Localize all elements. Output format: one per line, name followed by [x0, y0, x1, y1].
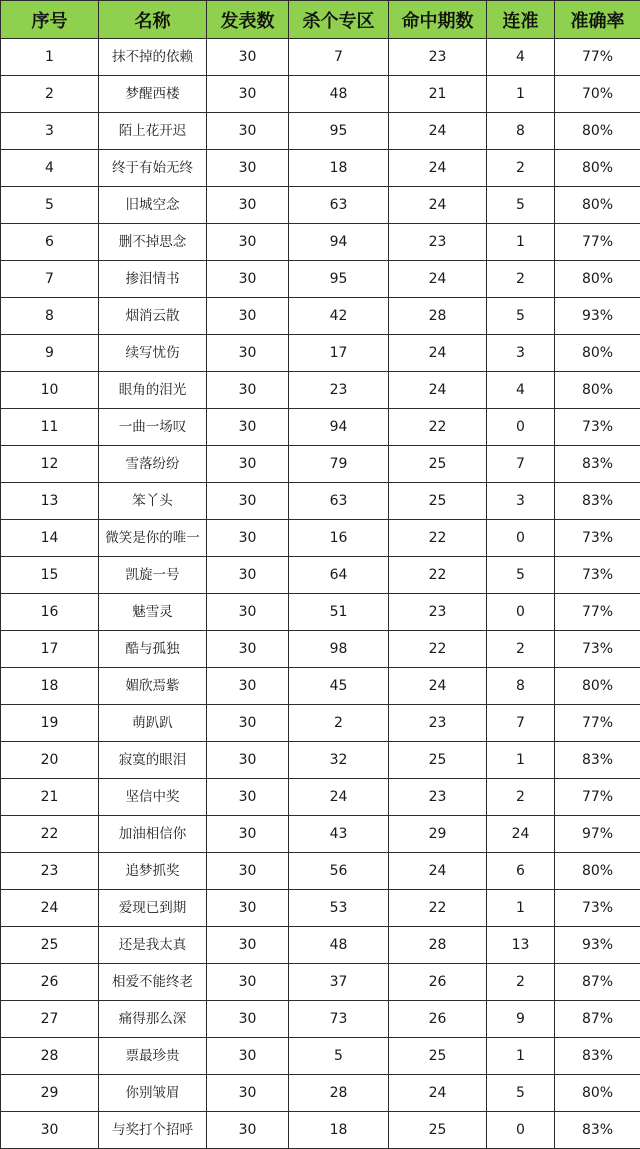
cell-name: 眼角的泪光 [99, 372, 207, 409]
cell-kill-zone: 42 [289, 298, 389, 335]
cell-streak: 8 [487, 668, 555, 705]
cell-accuracy: 77% [555, 224, 640, 261]
cell-accuracy: 77% [555, 39, 640, 76]
cell-streak: 9 [487, 1001, 555, 1038]
cell-accuracy: 83% [555, 1112, 640, 1149]
cell-name: 萌趴趴 [99, 705, 207, 742]
cell-streak: 13 [487, 927, 555, 964]
cell-streak: 6 [487, 853, 555, 890]
cell-posts: 30 [207, 261, 289, 298]
cell-kill-zone: 17 [289, 335, 389, 372]
cell-hits: 28 [389, 927, 487, 964]
cell-index: 29 [1, 1075, 99, 1112]
cell-streak: 0 [487, 594, 555, 631]
cell-kill-zone: 94 [289, 224, 389, 261]
table-row [1, 964, 640, 1001]
cell-hits: 21 [389, 76, 487, 113]
cell-accuracy: 80% [555, 668, 640, 705]
cell-name: 一曲一场叹 [99, 409, 207, 446]
cell-streak: 24 [487, 816, 555, 853]
cell-name: 抹不掉的依赖 [99, 39, 207, 76]
cell-streak: 4 [487, 372, 555, 409]
table-row [1, 298, 640, 335]
cell-hits: 28 [389, 298, 487, 335]
cell-posts: 30 [207, 224, 289, 261]
cell-index: 2 [1, 76, 99, 113]
cell-kill-zone: 98 [289, 631, 389, 668]
cell-accuracy: 73% [555, 631, 640, 668]
cell-kill-zone: 32 [289, 742, 389, 779]
cell-kill-zone: 64 [289, 557, 389, 594]
cell-kill-zone: 45 [289, 668, 389, 705]
cell-index: 10 [1, 372, 99, 409]
cell-kill-zone: 28 [289, 1075, 389, 1112]
cell-streak: 4 [487, 39, 555, 76]
cell-hits: 24 [389, 261, 487, 298]
cell-index: 30 [1, 1112, 99, 1149]
cell-kill-zone: 63 [289, 483, 389, 520]
cell-posts: 30 [207, 853, 289, 890]
table-row [1, 594, 640, 631]
cell-streak: 2 [487, 779, 555, 816]
cell-index: 26 [1, 964, 99, 1001]
table-row [1, 668, 640, 705]
cell-streak: 3 [487, 483, 555, 520]
cell-posts: 30 [207, 1038, 289, 1075]
cell-posts: 30 [207, 1001, 289, 1038]
cell-accuracy: 73% [555, 890, 640, 927]
cell-index: 15 [1, 557, 99, 594]
cell-streak: 1 [487, 76, 555, 113]
cell-streak: 1 [487, 1038, 555, 1075]
cell-posts: 30 [207, 150, 289, 187]
cell-hits: 24 [389, 1075, 487, 1112]
cell-kill-zone: 53 [289, 890, 389, 927]
cell-accuracy: 77% [555, 705, 640, 742]
cell-hits: 22 [389, 409, 487, 446]
table-row [1, 1001, 640, 1038]
cell-index: 18 [1, 668, 99, 705]
table-row [1, 557, 640, 594]
cell-streak: 0 [487, 520, 555, 557]
table-row [1, 742, 640, 779]
cell-posts: 30 [207, 483, 289, 520]
cell-index: 20 [1, 742, 99, 779]
table-row [1, 1112, 640, 1149]
cell-index: 1 [1, 39, 99, 76]
cell-accuracy: 80% [555, 261, 640, 298]
cell-name: 掺泪情书 [99, 261, 207, 298]
table-row [1, 483, 640, 520]
cell-name: 痛得那么深 [99, 1001, 207, 1038]
cell-name: 魅雪灵 [99, 594, 207, 631]
table-row [1, 150, 640, 187]
cell-hits: 26 [389, 964, 487, 1001]
cell-posts: 30 [207, 76, 289, 113]
cell-posts: 30 [207, 631, 289, 668]
table-row [1, 335, 640, 372]
cell-name: 还是我太真 [99, 927, 207, 964]
cell-index: 12 [1, 446, 99, 483]
header-kill-zone: 杀个专区 [289, 1, 389, 39]
cell-streak: 5 [487, 187, 555, 224]
cell-streak: 7 [487, 446, 555, 483]
cell-accuracy: 73% [555, 409, 640, 446]
header-accuracy: 准确率 [555, 1, 640, 39]
cell-hits: 24 [389, 150, 487, 187]
cell-name: 相爱不能终老 [99, 964, 207, 1001]
cell-posts: 30 [207, 557, 289, 594]
cell-kill-zone: 95 [289, 113, 389, 150]
cell-accuracy: 83% [555, 446, 640, 483]
table-row [1, 779, 640, 816]
cell-index: 27 [1, 1001, 99, 1038]
cell-kill-zone: 48 [289, 927, 389, 964]
cell-index: 19 [1, 705, 99, 742]
header-streak: 连准 [487, 1, 555, 39]
table-row [1, 853, 640, 890]
cell-kill-zone: 56 [289, 853, 389, 890]
cell-hits: 29 [389, 816, 487, 853]
header-index: 序号 [1, 1, 99, 39]
table-row [1, 224, 640, 261]
cell-streak: 2 [487, 261, 555, 298]
cell-hits: 25 [389, 483, 487, 520]
cell-index: 7 [1, 261, 99, 298]
cell-accuracy: 83% [555, 742, 640, 779]
cell-index: 11 [1, 409, 99, 446]
cell-posts: 30 [207, 1075, 289, 1112]
cell-kill-zone: 63 [289, 187, 389, 224]
cell-posts: 30 [207, 927, 289, 964]
cell-posts: 30 [207, 742, 289, 779]
table-row [1, 76, 640, 113]
cell-posts: 30 [207, 964, 289, 1001]
cell-accuracy: 83% [555, 483, 640, 520]
cell-index: 5 [1, 187, 99, 224]
cell-kill-zone: 2 [289, 705, 389, 742]
cell-name: 笨丫头 [99, 483, 207, 520]
table-row [1, 705, 640, 742]
cell-streak: 1 [487, 224, 555, 261]
cell-hits: 23 [389, 705, 487, 742]
cell-kill-zone: 24 [289, 779, 389, 816]
cell-streak: 5 [487, 557, 555, 594]
cell-index: 21 [1, 779, 99, 816]
cell-name: 终于有始无终 [99, 150, 207, 187]
cell-hits: 24 [389, 372, 487, 409]
cell-accuracy: 80% [555, 853, 640, 890]
cell-posts: 30 [207, 1112, 289, 1149]
cell-name: 烟消云散 [99, 298, 207, 335]
cell-posts: 30 [207, 298, 289, 335]
cell-name: 坚信中奖 [99, 779, 207, 816]
cell-name: 爱现已到期 [99, 890, 207, 927]
cell-kill-zone: 7 [289, 39, 389, 76]
cell-index: 9 [1, 335, 99, 372]
cell-index: 4 [1, 150, 99, 187]
cell-streak: 2 [487, 631, 555, 668]
table-row [1, 372, 640, 409]
cell-accuracy: 80% [555, 113, 640, 150]
cell-hits: 23 [389, 779, 487, 816]
cell-streak: 0 [487, 1112, 555, 1149]
cell-index: 28 [1, 1038, 99, 1075]
header-row [1, 1, 640, 39]
cell-accuracy: 80% [555, 187, 640, 224]
cell-posts: 30 [207, 409, 289, 446]
cell-hits: 24 [389, 668, 487, 705]
cell-kill-zone: 5 [289, 1038, 389, 1075]
cell-index: 6 [1, 224, 99, 261]
cell-hits: 24 [389, 187, 487, 224]
cell-kill-zone: 79 [289, 446, 389, 483]
cell-posts: 30 [207, 705, 289, 742]
cell-name: 与奖打个招呼 [99, 1112, 207, 1149]
cell-kill-zone: 16 [289, 520, 389, 557]
cell-kill-zone: 18 [289, 150, 389, 187]
cell-accuracy: 70% [555, 76, 640, 113]
cell-name: 续写忧伤 [99, 335, 207, 372]
cell-accuracy: 73% [555, 557, 640, 594]
cell-hits: 25 [389, 1112, 487, 1149]
cell-accuracy: 77% [555, 779, 640, 816]
cell-streak: 2 [487, 150, 555, 187]
cell-streak: 1 [487, 742, 555, 779]
cell-hits: 24 [389, 335, 487, 372]
cell-hits: 24 [389, 113, 487, 150]
cell-kill-zone: 48 [289, 76, 389, 113]
cell-name: 雪落纷纷 [99, 446, 207, 483]
cell-posts: 30 [207, 520, 289, 557]
table-row [1, 261, 640, 298]
cell-streak: 1 [487, 890, 555, 927]
cell-name: 微笑是你的唯一 [99, 520, 207, 557]
cell-name: 旧城空念 [99, 187, 207, 224]
cell-posts: 30 [207, 594, 289, 631]
cell-index: 16 [1, 594, 99, 631]
cell-index: 8 [1, 298, 99, 335]
cell-hits: 22 [389, 557, 487, 594]
cell-index: 25 [1, 927, 99, 964]
table-row [1, 39, 640, 76]
cell-index: 23 [1, 853, 99, 890]
cell-posts: 30 [207, 816, 289, 853]
cell-name: 你别皱眉 [99, 1075, 207, 1112]
cell-posts: 30 [207, 113, 289, 150]
cell-accuracy: 73% [555, 520, 640, 557]
cell-posts: 30 [207, 335, 289, 372]
cell-streak: 8 [487, 113, 555, 150]
cell-hits: 26 [389, 1001, 487, 1038]
cell-name: 陌上花开迟 [99, 113, 207, 150]
cell-hits: 22 [389, 631, 487, 668]
cell-accuracy: 97% [555, 816, 640, 853]
cell-index: 17 [1, 631, 99, 668]
table-body [1, 39, 640, 1149]
table-row [1, 520, 640, 557]
cell-streak: 7 [487, 705, 555, 742]
cell-accuracy: 87% [555, 1001, 640, 1038]
cell-accuracy: 93% [555, 927, 640, 964]
cell-name: 票最珍贵 [99, 1038, 207, 1075]
cell-kill-zone: 23 [289, 372, 389, 409]
cell-kill-zone: 95 [289, 261, 389, 298]
table-row [1, 1038, 640, 1075]
cell-hits: 24 [389, 853, 487, 890]
cell-hits: 23 [389, 224, 487, 261]
cell-posts: 30 [207, 446, 289, 483]
cell-accuracy: 80% [555, 150, 640, 187]
cell-accuracy: 80% [555, 1075, 640, 1112]
cell-streak: 5 [487, 1075, 555, 1112]
table-row [1, 113, 640, 150]
table-header [1, 1, 640, 39]
cell-accuracy: 80% [555, 335, 640, 372]
cell-name: 删不掉思念 [99, 224, 207, 261]
cell-hits: 25 [389, 446, 487, 483]
cell-name: 追梦抓奖 [99, 853, 207, 890]
cell-accuracy: 93% [555, 298, 640, 335]
cell-hits: 22 [389, 520, 487, 557]
cell-kill-zone: 73 [289, 1001, 389, 1038]
table-row [1, 187, 640, 224]
cell-posts: 30 [207, 890, 289, 927]
cell-streak: 3 [487, 335, 555, 372]
cell-kill-zone: 43 [289, 816, 389, 853]
cell-kill-zone: 18 [289, 1112, 389, 1149]
cell-kill-zone: 37 [289, 964, 389, 1001]
cell-accuracy: 80% [555, 372, 640, 409]
cell-kill-zone: 94 [289, 409, 389, 446]
cell-accuracy: 77% [555, 594, 640, 631]
table-row [1, 890, 640, 927]
table-row [1, 927, 640, 964]
cell-streak: 2 [487, 964, 555, 1001]
cell-index: 14 [1, 520, 99, 557]
cell-name: 梦醒西楼 [99, 76, 207, 113]
cell-posts: 30 [207, 779, 289, 816]
cell-hits: 22 [389, 890, 487, 927]
table-row [1, 446, 640, 483]
cell-posts: 30 [207, 39, 289, 76]
table-row [1, 816, 640, 853]
cell-name: 媚欣焉紫 [99, 668, 207, 705]
cell-name: 凯旋一号 [99, 557, 207, 594]
header-name: 名称 [99, 1, 207, 39]
cell-kill-zone: 51 [289, 594, 389, 631]
cell-hits: 23 [389, 594, 487, 631]
cell-name: 加油相信你 [99, 816, 207, 853]
cell-posts: 30 [207, 668, 289, 705]
table-row [1, 409, 640, 446]
cell-index: 22 [1, 816, 99, 853]
cell-name: 寂寞的眼泪 [99, 742, 207, 779]
cell-posts: 30 [207, 187, 289, 224]
cell-index: 24 [1, 890, 99, 927]
header-posts: 发表数 [207, 1, 289, 39]
cell-hits: 25 [389, 742, 487, 779]
cell-index: 3 [1, 113, 99, 150]
table-row [1, 1075, 640, 1112]
cell-accuracy: 87% [555, 964, 640, 1001]
cell-index: 13 [1, 483, 99, 520]
cell-accuracy: 83% [555, 1038, 640, 1075]
cell-streak: 0 [487, 409, 555, 446]
table-row [1, 631, 640, 668]
cell-name: 酷与孤独 [99, 631, 207, 668]
header-hits: 命中期数 [389, 1, 487, 39]
cell-posts: 30 [207, 372, 289, 409]
cell-hits: 23 [389, 39, 487, 76]
cell-hits: 25 [389, 1038, 487, 1075]
cell-streak: 5 [487, 298, 555, 335]
